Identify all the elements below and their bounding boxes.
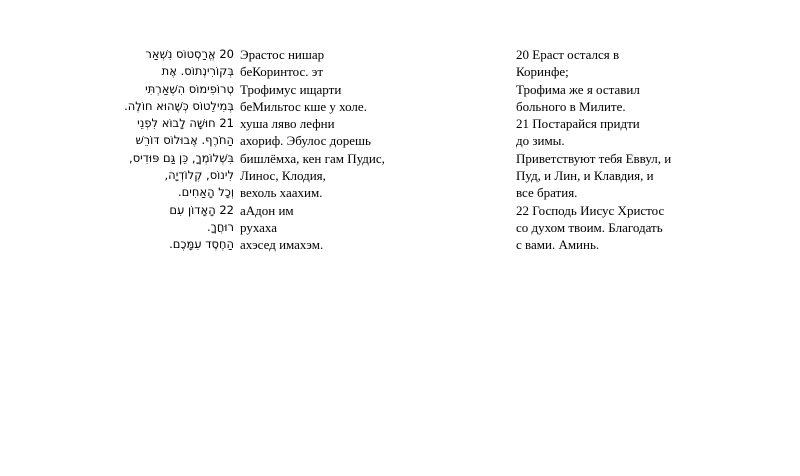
transliteration-line: аАдон им xyxy=(240,202,294,218)
russian-line: до зимы. xyxy=(516,133,565,149)
transliteration-text-column xyxy=(240,46,490,254)
hebrew-line: 20 אֱרַסְטוֹס נִשְׁאַר xyxy=(145,47,234,61)
russian-line: больного в Милите. xyxy=(516,98,626,114)
transliteration-line: беМильтос кше у холе. xyxy=(240,98,367,114)
transliteration-line: Эрастос нишар xyxy=(240,47,325,62)
russian-line: Приветствуют тебя Еввул, и xyxy=(516,150,672,166)
transliteration-line: рухаха xyxy=(240,219,278,235)
hebrew-line: וְכָל הָאַחִים. xyxy=(178,185,234,200)
russian-line: 21 Постарайся придти xyxy=(516,116,640,132)
hebrew-line: 21 חוּשָׁה לָבוֹא לִפְנֵי xyxy=(137,116,234,131)
russian-line: 22 Господь Иисус Христос xyxy=(516,202,665,218)
russian-line: Коринфе; xyxy=(516,64,569,80)
russian-text-column xyxy=(516,46,786,254)
russian-line: 20 Ераст остался в xyxy=(516,47,620,62)
transliteration-line: бишлёмха, кен гам Пудис, xyxy=(240,150,385,166)
hebrew-line: בְּמִילֵטוֹס כְּשֶׁהוּא חוֹלֶה. xyxy=(124,98,234,113)
russian-line: Пуд, и Лин, и Клавдия, и xyxy=(516,168,654,184)
hebrew-line: בִּשְׁלוֹמְךָ, כֵּן גַּם פּוּדִיס, xyxy=(129,150,234,165)
hebrew-line: טְרוֹפִימוֹס הִשְׁאַרְתִּי xyxy=(145,81,234,96)
transliteration-line: вехоль хаахим. xyxy=(240,185,323,201)
transliteration-line: ахориф. Эбулос дорешь xyxy=(240,133,371,149)
transliteration-line: Трофимус ищарти xyxy=(240,81,342,97)
hebrew-line: הַחֶסֶד עִמָּכֶם. xyxy=(169,237,234,252)
russian-line: Трофима же я оставил xyxy=(516,81,640,97)
hebrew-line: רוּחֲךָ. xyxy=(207,219,234,234)
russian-line: все братия. xyxy=(516,185,578,201)
hebrew-text-column xyxy=(104,46,234,254)
hebrew-line: 22 הָאָדוֹן עִם xyxy=(169,202,234,217)
transliteration-line: беКоринтос. эт xyxy=(240,64,324,80)
hebrew-line: בְּקוֹרִינְתוֹס. אֶת xyxy=(161,64,234,79)
transliteration-line: хуша ляво лефни xyxy=(240,116,335,132)
russian-line: с вами. Аминь. xyxy=(516,237,600,253)
russian-line: со духом твоим. Благодать xyxy=(516,219,663,235)
hebrew-line: הַחֹרֶף. אֶבוּלוֹס דּוֹרֵשׁ xyxy=(135,133,234,148)
hebrew-line: לִינוֹס, קְלוֹדְיָה, xyxy=(164,168,234,183)
transliteration-line: Линос, Клодия, xyxy=(240,168,326,184)
transliteration-line: ахэсед имахэм. xyxy=(240,237,324,253)
